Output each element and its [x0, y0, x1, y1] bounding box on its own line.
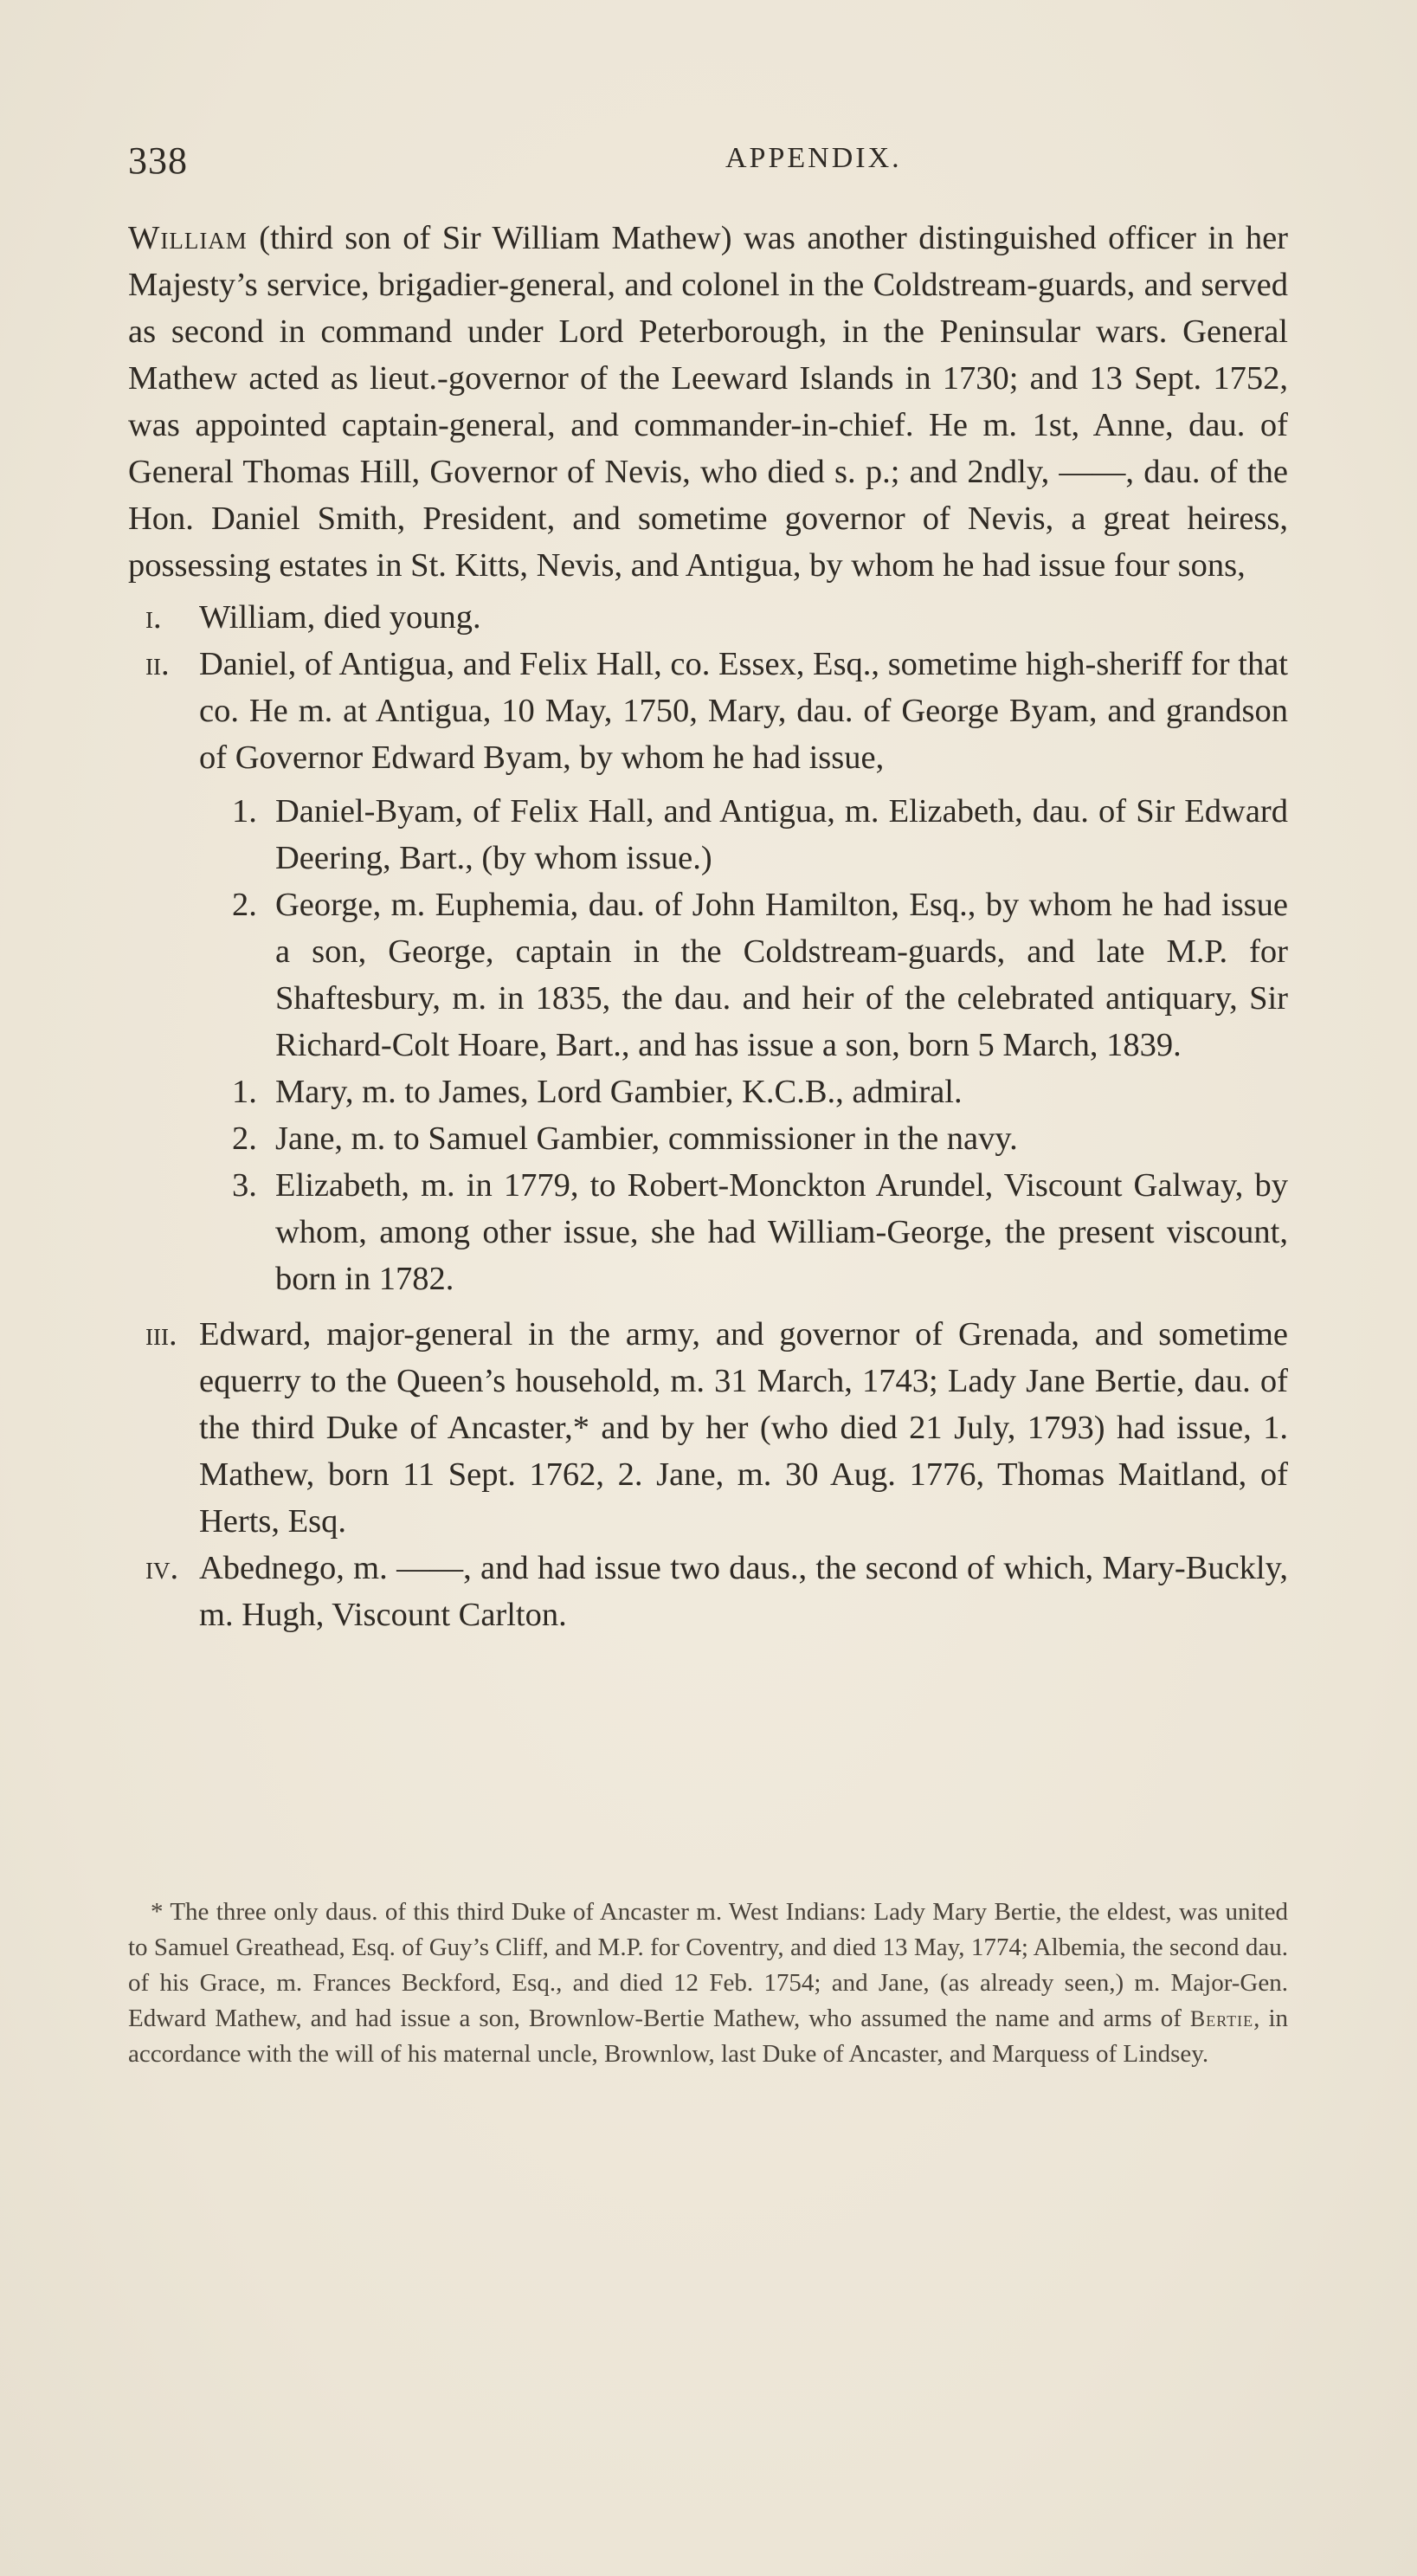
issue-text: Edward, major-general in the army, and governor of Grenada, and sometime equerry to the Queen’s household, m. 31 March, 1743; Lady Jane Bertie, dau. of the third Duke of Ancaster,* and by her (who died 21 July, 1793) had issue, 1. Mathew, born 11 Sept. 1762, 2. Jane, m. 30 Aug. 1776, Thomas Maitland, of Herts, Esq. [199, 1316, 1288, 1540]
daniel-issue-list [128, 788, 1288, 1302]
issue-text: William, died young. [199, 599, 481, 636]
issue-text: Daniel, of Antigua, and Felix Hall, co. Essex, Esq., sometime high-sheriff for that co. He m. at Antigua, 10 May, 1750, Mary, dau. of George Byam, and grandson of Governor Edward Byam, by whom he had issue, [199, 646, 1288, 776]
sub-issue-text: George, m. Euphemia, dau. of John Hamilton, Esq., by whom he had issue a son, George, captain in the Coldstream-guards, and late M.P. for Shaftesbury, m. in 1835, the dau. and heir of the celebrated antiquary, Sir Richard-Colt Hoare, Bart., and has issue a son, born 5 March, 1839. [275, 887, 1288, 1063]
sub-issue-number: 3. [232, 1167, 257, 1204]
sub-issue-item [128, 881, 1288, 1068]
intro-text: (third son of Sir William Mathew) was another distinguished officer in her Majesty’s service, brigadier-general, and colonel in the Coldstream-guards, and served as second in command under Lord Peterborough, in the Peninsular wars. General Mathew acted as lieut.-governor of the Leeward Islands in 1730; and 13 Sept. 1752, was appointed captain-general, and commander-in-chief. He m. 1st, Anne, dau. of General Thomas Hill, Governor of Nevis, who died s. p.; and 2ndly, ——, dau. of the Hon. Daniel Smith, President, and sometime governor of Nevis, a great heiress, possessing estates in St. Kitts, Nevis, and Antigua, by whom he had issue four sons, [128, 220, 1288, 584]
issue-number: iii. [145, 1316, 177, 1353]
issue-item-3 [128, 1311, 1288, 1545]
footnote-text-before: The three only daus. of this third Duke of Ancaster m. West Indians: Lady Mary Bertie, the eldest, was united to Samuel Greathead, Esq. of Guy’s Cliff, and M.P. for Coventry, and died 13 May, 1774; Albemia, the second dau. of his Grace, m. Frances Beckford, Esq., and died 12 Feb. 1754; and Jane, (as already seen,) m. Major-Gen. Edward Mathew, and had issue a son, Brownlow-Bertie Mathew, who assumed the name and arms of [128, 1898, 1288, 2032]
sub-issue-text: Mary, m. to James, Lord Gambier, K.C.B., admiral. [275, 1074, 963, 1110]
running-head: APPENDIX. [725, 142, 902, 174]
footnote-marker: * [151, 1898, 164, 1926]
lead-name: William [128, 220, 248, 256]
issue-item-4 [128, 1545, 1288, 1638]
issue-item-1 [128, 594, 1288, 641]
main-text [128, 215, 1288, 1638]
intro-paragraph [128, 215, 1288, 589]
sub-issue-number: 1. [232, 1074, 257, 1110]
page-header [128, 139, 1288, 190]
issue-number: i. [145, 599, 162, 636]
footnote-text-after: , in accordance with the will of his maternal uncle, Brownlow, last Duke of Ancaster, and Marquess of Lindsey. [128, 2005, 1289, 2068]
sub-issue-item [128, 788, 1288, 881]
issue-text: Abednego, m. ——, and had issue two daus., the second of which, Mary-Buckly, m. Hugh, Viscount Carlton. [199, 1550, 1288, 1633]
sub-issue-text: Daniel-Byam, of Felix Hall, and Antigua, m. Elizabeth, dau. of Sir Edward Deering, Bart., (by whom issue.) [275, 793, 1288, 876]
issue-item-2 [128, 641, 1288, 781]
sub-issue-text: Elizabeth, m. in 1779, to Robert-Monckton Arundel, Viscount Galway, by whom, among other issue, she had William-George, the present viscount, born in 1782. [275, 1167, 1288, 1297]
sub-issue-item [128, 1162, 1288, 1302]
sub-issue-item [128, 1115, 1288, 1162]
issue-number: ii. [145, 646, 170, 682]
sub-issue-text: Jane, m. to Samuel Gambier, commissioner in the navy. [275, 1120, 1018, 1157]
issue-number: iv. [145, 1550, 179, 1586]
sub-issue-number: 2. [232, 1120, 257, 1157]
footnote [128, 1895, 1288, 2072]
sub-issue-item [128, 1068, 1288, 1115]
footnote-surname: Bertie [1189, 2006, 1254, 2031]
sub-issue-number: 2. [232, 887, 257, 923]
sub-issue-number: 1. [232, 793, 257, 830]
page-number: 338 [128, 139, 188, 182]
